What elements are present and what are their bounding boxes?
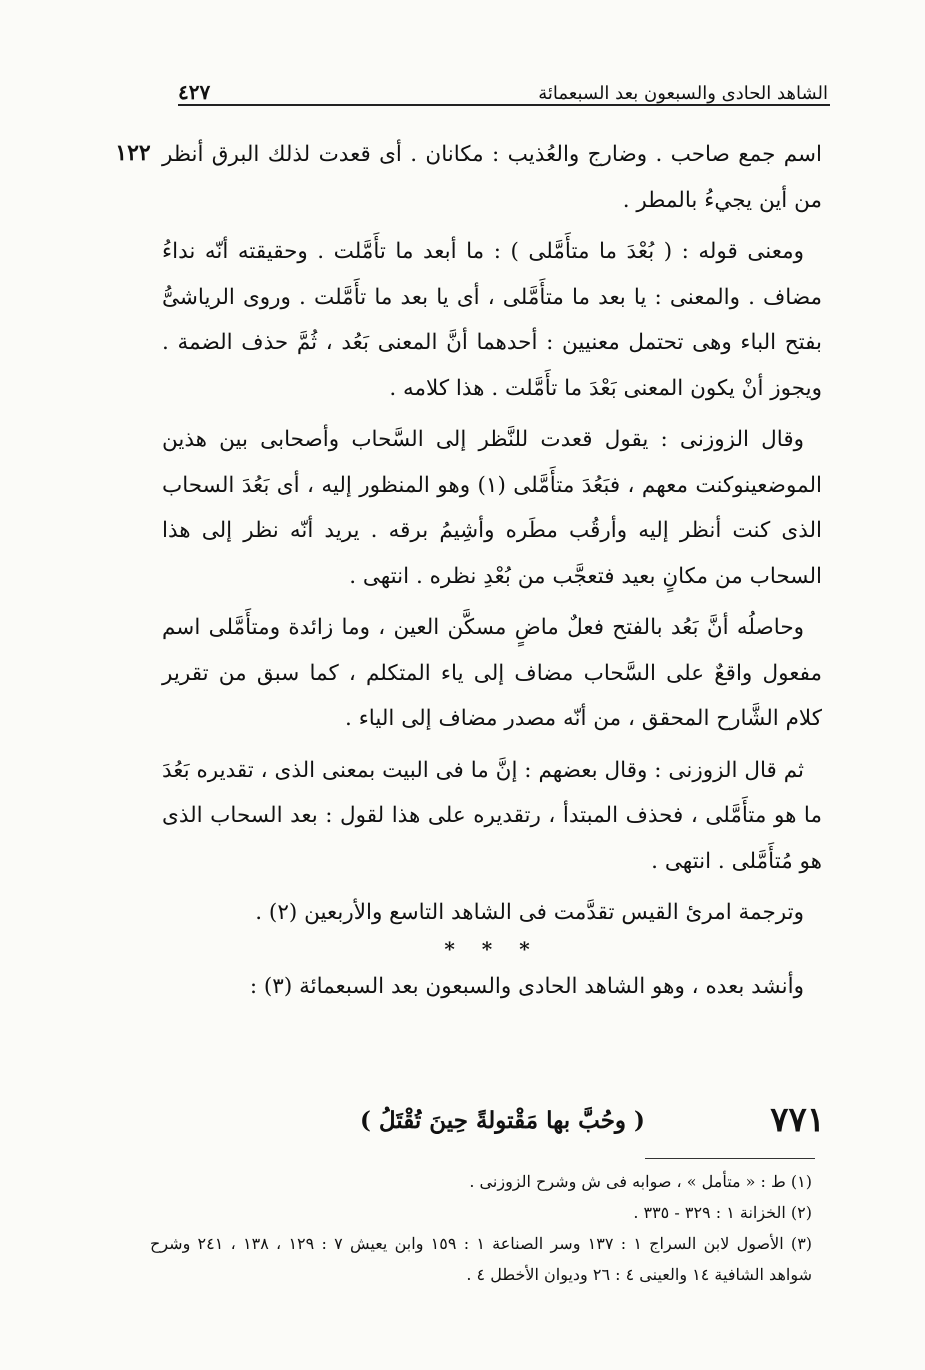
page-number: ٤٢٧ (178, 80, 211, 104)
paragraph: ومعنى قوله : ( بُعْدَ ما متأَمَّلى ) : ما أبعد ما تأَمَّلت . وحقيقته أنّه نداءُ مضاف . والمعنى : يا بعد ما متأَمَّلى ، أى يا بعد ما تأَمَّلت . وروى الرياشىُّ بفتح الباء وهى تحتمل معنيين : أحدهما أنَّ المعنى بَعُد ، ثُمَّ حذف الضمة . ويجوز أنْ يكون المعنى بَعْدَ ما تأَمَّلت . هذا كلامه . (162, 239, 822, 401)
header-title: الشاهد الحادى والسبعون بعد السبعمائة (538, 83, 828, 104)
paragraph: وترجمة امرئ القيس تقدَّمت فى الشاهد التاسع والأربعين (٢) . (255, 900, 804, 925)
paragraph: ثم قال الزوزنى : وقال بعضهم : إنَّ ما فى البيت بمعنى الذى ، تقديره بَعُدَ ما هو متأَمَّلى ، فحذف المبتدأ ، رتقديره على هذا لقول : بعد السحاب الذى هو مُتأَمَّلى . انتهى . (162, 757, 822, 874)
margin-page-reference: ١٢٢ (115, 140, 151, 166)
paragraph: وحاصلُه أنَّ بَعُد بالفتح فعلٌ ماضٍ مسكَّن العين ، وما زائدة ومتأَمَّلى اسم مفعول واقعٌ على السَّحاب مضاف إلى ياء المتكلم ، كما سبق من تقرير كلام الشَّارح المحقق ، من أنّه مصدر مضاف إلى الياء . (162, 615, 822, 731)
paragraph: اسم جمع صاحب . وضارج والعُذيب : مكانان . أى قعدت لذلك البرق أنظر من أين يجيءُ بالمطر . (162, 142, 822, 213)
running-header (178, 68, 828, 104)
footnote-rule (645, 1158, 815, 1159)
body-text (162, 132, 822, 1015)
paragraph: وقال الزوزنى : يقول قعدت للنَّظر إلى السَّحاب وأصحابى بين هذين الموضعينوكنت معهم ، فبَعُدَ متأَمَّلى (١) وهو المنظور إليه ، أى بَعُدَ السحاب الذى كنت أنظر إليه وأرقُب مطَره وأشِيمُ برقه . يريد أنّه نظر إلى هذا السحاب من مكانٍ بعيد فتعجَّب من بُعْدِ نظره . انتهى . (162, 427, 823, 589)
verse-number: ٧٧١ (770, 1100, 825, 1140)
intro-line: وأنشد بعده ، وهو الشاهد الحادى والسبعون بعد السبعمائة (٣) : (249, 973, 804, 999)
footnote: (١) ط : « متأمل » ، صوابه فى ش وشرح الزوزنى . (469, 1172, 812, 1191)
verse-text: ( وحُبَّ بها مَقْتولةً حِينَ تُقْتَلُ ) (360, 1106, 645, 1134)
footnotes (150, 1166, 812, 1290)
section-separator: * * * (444, 936, 540, 961)
footnote: (٣) الأصول لابن السراج ١ : ١٣٧ وسر الصناعة ١ : ١٥٩ وابن يعيش ٧ : ١٢٩ ، ١٣٨ ، ٢٤١ وشرح شواهد الشافية ١٤ والعينى ٤ : ٢٦ وديوان الأخطل ٤ . (150, 1234, 813, 1284)
verse-row (360, 1092, 825, 1148)
footnote: (٢) الخزانة ١ : ٣٢٩ - ٣٣٥ . (633, 1203, 812, 1222)
header-rule (178, 104, 830, 106)
